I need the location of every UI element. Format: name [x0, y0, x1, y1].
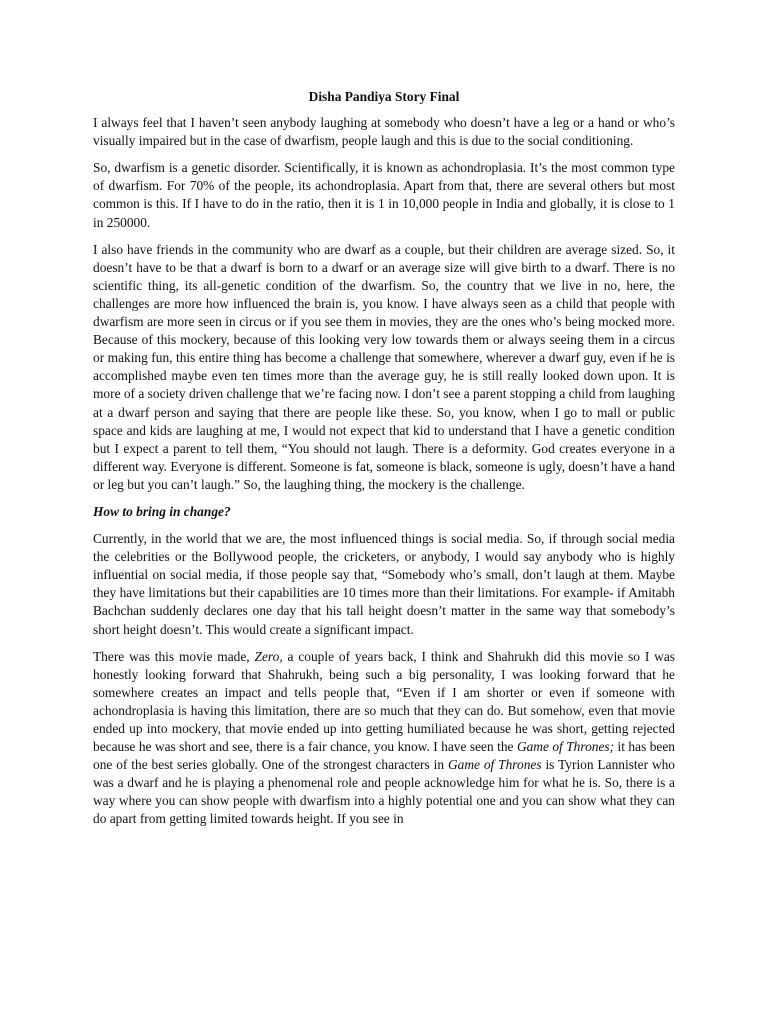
- paragraph-3: I also have friends in the community who are dwarf as a couple, but their children are average sized. So, it doesn’t have to be that a dwarf is born to a dwarf or an average size will give birth to a dwarf. There is no scientific thing, its all-genetic condition of the dwarfism. So, the country that we live in no, here, the challenges are more how influenced the brain is, you know. I have always seen as a child that people with dwarfism are more seen in circus or if you see them in movies, they are the ones who’s being mocked more. Because of this mockery, because of this looking very low towards them or always seeing them in a circus or making fun, this entire thing has become a challenge that somewhere, wherever a dwarf guy, even if he is accomplished maybe even ten times more than the average guy, he is still really looked down upon. It is more of a society driven challenge that we’re facing now. I don’t see a parent stopping a child from laughing at a dwarf person and saying that there are people like these. So, you know, when I go to mall or public space and kids are laughing at me, I would not expect that kid to understand that I have a genetic condition but I expect a parent to tell them, “You should not laugh. There is a deformity. God creates everyone in a different way. Everyone is different. Someone is fat, someone is black, someone is ugly, doesn’t have a hand or leg but you can’t laugh.” So, the laughing thing, the mockery is the challenge.: [93, 241, 675, 492]
- paragraph-5: [93, 648, 675, 829]
- paragraph-5-text-3: it has been one of the best series globally. One of the strongest characters in: [93, 739, 676, 773]
- paragraph-5-text-1: There was this movie made,: [93, 648, 255, 664]
- document-page: [93, 88, 675, 838]
- movie-title-zero: Zero,: [254, 648, 283, 664]
- paragraph-2: So, dwarfism is a genetic disorder. Scientifically, it is known as achondroplasia. It’s the most common type of dwarfism. For 70% of the people, its achondroplasia. Apart from that, there are several others but most common is this. If I have to do in the ratio, then it is 1 in 10,000 people in India and globally, it is close to 1 in 250000.: [93, 160, 675, 230]
- paragraph-5-text-2: a couple of years back, I think and Shahrukh did this movie so I was honestly looking forward that Shahrukh, being such a big personality, I was looking forward that he somewhere creates an impact and tells people that, “Even if I am shorter or even if someone with achondroplasia is having this limitation, there are so much that they can do. But somehow, even that movie ended up into mockery, that movie ended up into getting humiliated because he was short, getting rejected because he was short and see, there is a fair chance, you know. I have seen the: [93, 648, 675, 755]
- paragraph-4: Currently, in the world that we are, the most influenced things is social media. So, if through social media the celebrities or the Bollywood people, the cricketers, or anybody, I would say anybody who is highly influential on social media, if those people say that, “Somebody who’s small, don’t laugh at them. Maybe they have limitations but their capabilities are 10 times more than their limitations. For example- if Amitabh Bachchan suddenly declares one day that his tall height doesn’t matter in the same way that somebody’s short height doesn’t. This would create a significant impact.: [93, 531, 675, 637]
- paragraph-5-text-4: is Tyrion Lannister who was a dwarf and he is playing a phenomenal role and people acknowledge him for what he is. So, there is a way where you can show people with dwarfism into a highly potential one and you can show what they can do apart from getting limited towards height. If you see in: [93, 757, 675, 827]
- document-title: Disha Pandiya Story Final: [308, 89, 460, 104]
- section-heading: How to bring in change?: [93, 503, 231, 519]
- series-title-got-2: Game of Thrones: [447, 757, 542, 773]
- series-title-got-1: Game of Thrones;: [516, 739, 615, 755]
- paragraph-1: I always feel that I haven’t seen anybody laughing at somebody who doesn’t have a leg or a hand or who’s visually impaired but in the case of dwarfism, people laugh and this is due to the social conditioning.: [93, 115, 675, 149]
